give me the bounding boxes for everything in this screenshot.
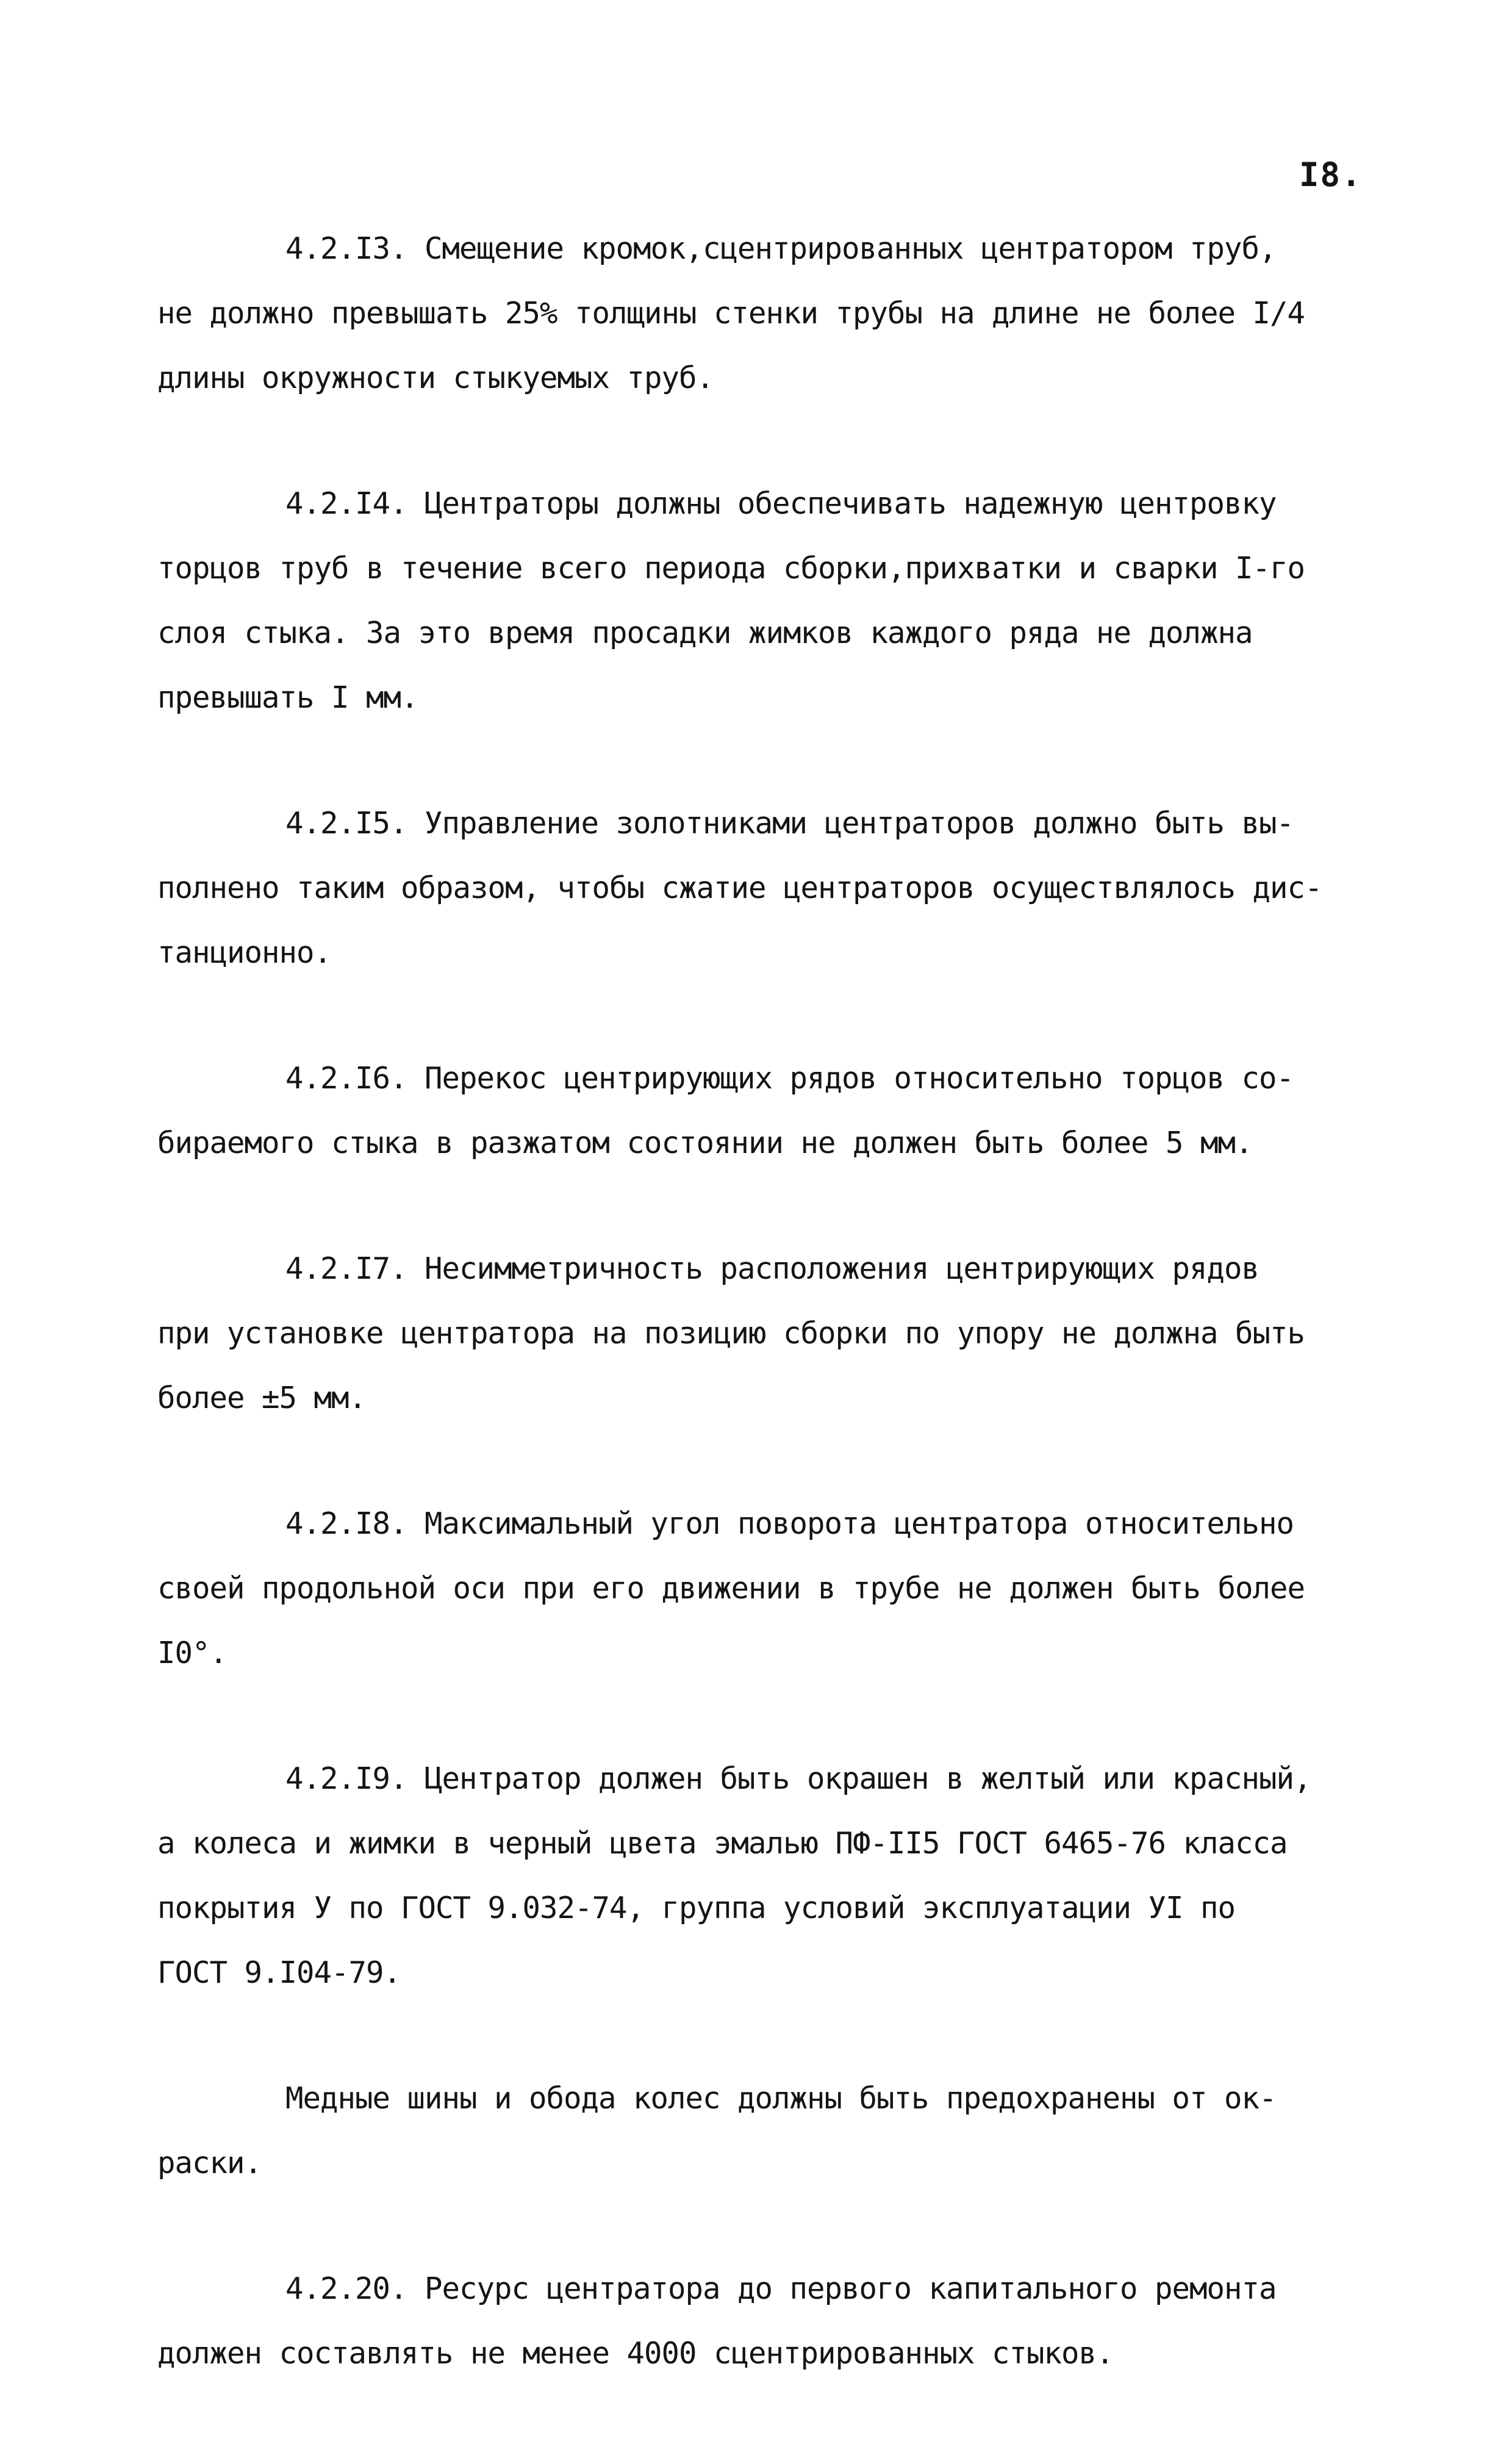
paragraph-4-2-19 bbox=[157, 1747, 1408, 2005]
text-line: покрытия У по ГОСТ 9.032-74, группа условий эксплуатации УI по bbox=[157, 1891, 1236, 1925]
text-line: превышать I мм. bbox=[157, 680, 418, 715]
text-line: не должно превышать 25% толщины стенки трубы на длине не более I/4 bbox=[157, 296, 1305, 331]
text-line: 4.2.I4. Центраторы должны обеспечивать надежную центровку bbox=[285, 486, 1277, 521]
text-line: 4.2.I7. Несимметричность расположения центрирующих рядов bbox=[285, 1251, 1259, 1286]
paragraph-4-2-17 bbox=[157, 1237, 1408, 1431]
text-line: при установке центратора на позицию сборки по упору не должна быть bbox=[157, 1316, 1305, 1351]
text-line: слоя стыка. За это время просадки жимков каждого ряда не должна bbox=[157, 616, 1253, 650]
text-line: длины окружности стыкуемых труб. bbox=[157, 361, 714, 395]
text-line: I0°. bbox=[157, 1636, 228, 1670]
text-line: торцов труб в течение всего периода сборки,прихватки и сварки I-го bbox=[157, 551, 1305, 586]
paragraph-4-2-16 bbox=[157, 1046, 1408, 1176]
text-line: ГОСТ 9.I04-79. bbox=[157, 1955, 401, 1990]
text-line: танционно. bbox=[157, 935, 332, 970]
paragraph-4-2-13 bbox=[157, 217, 1408, 411]
text-line: 4.2.20. Ресурс центратора до первого капитального ремонта bbox=[285, 2271, 1277, 2306]
text-line: должен составлять не менее 4000 сцентрированных стыков. bbox=[157, 2336, 1114, 2371]
paragraph-4-2-15 bbox=[157, 791, 1408, 985]
text-line: 4.2.I8. Максимальный угол поворота центратора относительно bbox=[285, 1506, 1294, 1541]
paragraph-4-2-18 bbox=[157, 1492, 1408, 1686]
text-line: более ±5 мм. bbox=[157, 1381, 367, 1415]
page-number: I8. bbox=[1299, 156, 1363, 194]
paragraph-copper-tires bbox=[157, 2066, 1408, 2196]
text-line: Медные шины и обода колес должны быть предохранены от ок- bbox=[285, 2081, 1277, 2116]
text-line: 4.2.I3. Смещение кромок,сцентрированных центратором труб, bbox=[285, 231, 1277, 266]
text-line: раски. bbox=[157, 2146, 262, 2180]
text-line: бираемого стыка в разжатом состоянии не должен быть более 5 мм. bbox=[157, 1126, 1253, 1160]
text-line: полнено таким образом, чтобы сжатие центраторов осуществлялось дис- bbox=[157, 871, 1322, 905]
text-line: 4.2.I6. Перекос центрирующих рядов относительно торцов со- bbox=[285, 1061, 1294, 1096]
text-line: а колеса и жимки в черный цвета эмалью ПФ-II5 ГОСТ 6465-76 класса bbox=[157, 1826, 1288, 1861]
document-body bbox=[157, 217, 1408, 2447]
paragraph-4-2-14 bbox=[157, 472, 1408, 730]
paragraph-4-2-20 bbox=[157, 2257, 1408, 2386]
text-line: 4.2.I9. Центратор должен быть окрашен в желтый или красный, bbox=[285, 1761, 1311, 1796]
text-line: 4.2.I5. Управление золотниками центраторов должно быть вы- bbox=[285, 806, 1294, 841]
text-line: своей продольной оси при его движении в трубе не должен быть более bbox=[157, 1571, 1305, 1606]
